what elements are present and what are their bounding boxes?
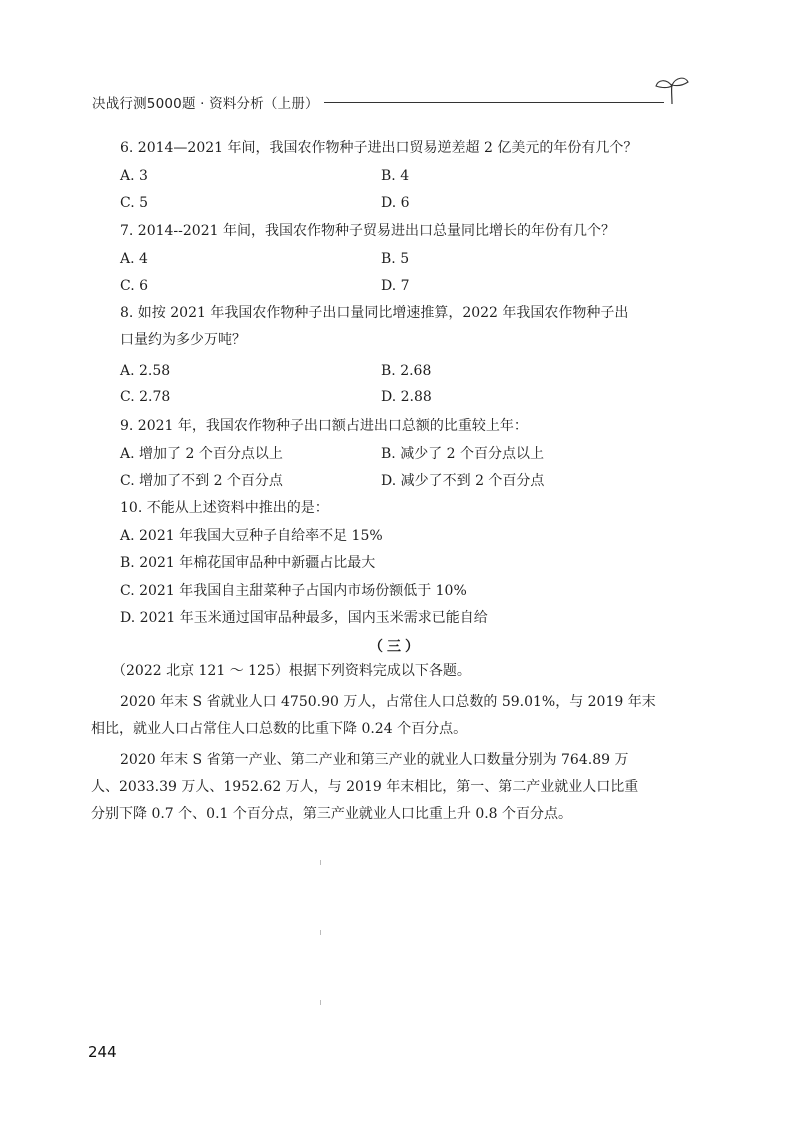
question-7-option-a: A. 4 bbox=[120, 251, 148, 267]
question-10-option-c: C. 2021 年我国自主甜菜种子占国内市场份额低于 10% bbox=[120, 583, 467, 599]
sprout-icon bbox=[652, 74, 692, 106]
question-10-option-b: B. 2021 年棉花国审品种中新疆占比最大 bbox=[120, 555, 376, 571]
question-6-option-d: D. 6 bbox=[381, 195, 410, 211]
question-8-option-b: B. 2.68 bbox=[381, 363, 432, 379]
question-7-option-d: D. 7 bbox=[381, 278, 410, 294]
question-7-option-c: C. 6 bbox=[120, 278, 149, 294]
paragraph-1-line-2: 相比，就业人口占常住人口总数的比重下降 0.24 个百分点。 bbox=[91, 721, 468, 737]
page-number: 244 bbox=[88, 1043, 117, 1061]
question-8-stem-line-1: 8. 如按 2021 年我国农作物种子出口量同比增速推算，2022 年我国农作物种子出 bbox=[120, 305, 629, 321]
question-6-stem: 6. 2014—2021 年间，我国农作物种子进出口贸易逆差超 2 亿美元的年份有几个？ bbox=[120, 140, 638, 156]
question-9-option-a: A. 增加了 2 个百分点以上 bbox=[120, 446, 283, 462]
scan-mark bbox=[320, 860, 321, 865]
question-9-stem: 9. 2021 年，我国农作物种子出口额占进出口总额的比重较上年： bbox=[120, 418, 528, 434]
question-8-option-c: C. 2.78 bbox=[120, 389, 171, 405]
question-10-option-a: A. 2021 年我国大豆种子自给率不足 15% bbox=[120, 528, 383, 544]
question-8-option-d: D. 2.88 bbox=[381, 389, 432, 405]
question-10-stem: 10. 不能从上述资料中推出的是： bbox=[120, 500, 329, 516]
question-9-option-d: D. 减少了不到 2 个百分点 bbox=[381, 473, 545, 489]
question-7-stem: 7. 2014--2021 年间，我国农作物种子贸易进出口总量同比增长的年份有几个？ bbox=[120, 223, 615, 239]
header-rule bbox=[324, 102, 664, 103]
paragraph-2-line-1: 2020 年末 S 省第一产业、第二产业和第三产业的就业人口数量分别为 764.89 万 bbox=[120, 752, 629, 768]
paragraph-2-line-3: 分别下降 0.7 个、0.1 个百分点，第三产业就业人口比重上升 0.8 个百分点。 bbox=[91, 806, 573, 822]
question-6-option-c: C. 5 bbox=[120, 195, 149, 211]
section-heading: （三） bbox=[369, 639, 423, 655]
question-9-option-c: C. 增加了不到 2 个百分点 bbox=[120, 473, 283, 489]
question-8-option-a: A. 2.58 bbox=[120, 363, 171, 379]
scan-mark bbox=[320, 1000, 321, 1005]
scan-mark bbox=[320, 930, 321, 935]
question-7-option-b: B. 5 bbox=[381, 251, 410, 267]
question-10-option-d: D. 2021 年玉米通过国审品种最多，国内玉米需求已能自给 bbox=[120, 610, 488, 626]
paragraph-1-line-1: 2020 年末 S 省就业人口 4750.90 万人，占常住人口总数的 59.01%，与 2019 年末 bbox=[120, 694, 656, 710]
section-source-line: （2022 北京 121 ～ 125）根据下列资料完成以下各题。 bbox=[112, 663, 471, 679]
question-6-option-b: B. 4 bbox=[381, 168, 410, 184]
question-9-option-b: B. 减少了 2 个百分点以上 bbox=[381, 446, 544, 462]
book-title: 决战行测5000题 · 资料分析（上册） bbox=[92, 96, 319, 112]
question-8-stem-line-2: 口量约为多少万吨？ bbox=[120, 332, 246, 348]
question-6-option-a: A. 3 bbox=[120, 168, 148, 184]
running-header bbox=[92, 88, 702, 116]
paragraph-2-line-2: 人、2033.39 万人、1952.62 万人，与 2019 年末相比，第一、第二产业就业人口比重 bbox=[91, 779, 639, 795]
